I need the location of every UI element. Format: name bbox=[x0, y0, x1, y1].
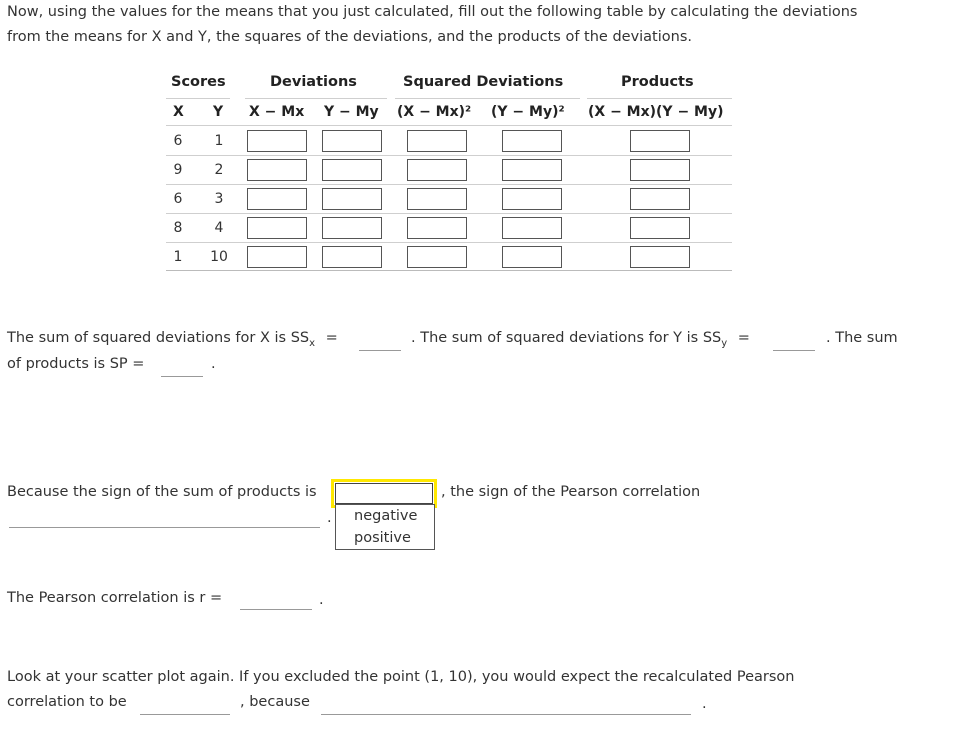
header-bottom-rule bbox=[166, 125, 732, 126]
row-divider bbox=[166, 213, 732, 214]
header-divider-squared bbox=[395, 98, 580, 99]
ssx-label bbox=[7, 330, 338, 349]
ssx-answer-blank[interactable] bbox=[359, 350, 401, 351]
instructions-text bbox=[7, 0, 937, 50]
sign-dropdown-menu bbox=[335, 504, 435, 550]
cell-y: 2 bbox=[214, 162, 224, 178]
col-header-x-dev-squared: (X − Mx)² bbox=[397, 104, 472, 120]
ssy-subscript: y bbox=[721, 337, 728, 349]
x-squared-deviation-input[interactable] bbox=[407, 188, 467, 210]
cell-y: 1 bbox=[214, 133, 224, 149]
cell-x: 1 bbox=[173, 249, 183, 265]
x-deviation-input[interactable] bbox=[247, 246, 307, 268]
header-divider-deviations bbox=[245, 98, 387, 99]
header-divider-products bbox=[587, 98, 732, 99]
header-divider-scores bbox=[166, 98, 230, 99]
col-header-y-dev-squared: (Y − My)² bbox=[491, 104, 565, 120]
pearson-r-blank[interactable] bbox=[240, 609, 312, 610]
x-deviation-input[interactable] bbox=[247, 130, 307, 152]
reason-blank[interactable] bbox=[321, 714, 691, 715]
x-deviation-input[interactable] bbox=[247, 188, 307, 210]
instructions-line-1: Now, using the values for the means that you just calculated, fill out the following table by calculating the deviations bbox=[7, 4, 858, 20]
group-header-squared-deviations: Squared Deviations bbox=[403, 74, 564, 90]
dropdown-option-positive[interactable]: positive bbox=[354, 530, 411, 546]
dropdown-option-negative[interactable]: negative bbox=[354, 508, 418, 524]
sign-intro-text: Because the sign of the sum of products is bbox=[7, 484, 317, 500]
x-deviation-input[interactable] bbox=[247, 217, 307, 239]
sum-continued-text: . The sum bbox=[826, 330, 898, 346]
y-deviation-input[interactable] bbox=[322, 130, 382, 152]
cell-y: 3 bbox=[214, 191, 224, 207]
scatter-period: . bbox=[702, 696, 707, 712]
pearson-period: . bbox=[319, 592, 324, 608]
ssy-text: . The sum of squared deviations for Y is SS bbox=[411, 330, 722, 346]
col-header-x: X bbox=[173, 104, 184, 120]
recalculated-correlation-blank[interactable] bbox=[140, 714, 230, 715]
y-deviation-input[interactable] bbox=[322, 188, 382, 210]
instructions-line-2: from the means for X and Y, the squares of the deviations, and the products of the deviations. bbox=[7, 29, 692, 45]
product-input[interactable] bbox=[630, 130, 690, 152]
cell-y: 10 bbox=[210, 249, 228, 265]
sign-period: . bbox=[327, 510, 332, 526]
col-header-y-dev: Y − My bbox=[324, 104, 379, 120]
ssx-equals: = bbox=[325, 330, 338, 346]
x-squared-deviation-input[interactable] bbox=[407, 130, 467, 152]
sp-period: . bbox=[211, 356, 216, 372]
x-squared-deviation-input[interactable] bbox=[407, 217, 467, 239]
cell-x: 6 bbox=[173, 133, 183, 149]
sign-continued-text: , the sign of the Pearson correlation bbox=[441, 484, 701, 500]
y-squared-deviation-input[interactable] bbox=[502, 217, 562, 239]
y-squared-deviation-input[interactable] bbox=[502, 246, 562, 268]
product-input[interactable] bbox=[630, 246, 690, 268]
row-divider bbox=[166, 155, 732, 156]
sign-select-field[interactable] bbox=[335, 483, 433, 504]
x-deviation-input[interactable] bbox=[247, 159, 307, 181]
product-input[interactable] bbox=[630, 159, 690, 181]
group-header-scores: Scores bbox=[171, 74, 226, 90]
pearson-label: The Pearson correlation is r = bbox=[7, 590, 223, 606]
row-divider bbox=[166, 242, 732, 243]
cell-x: 6 bbox=[173, 191, 183, 207]
cell-x: 9 bbox=[173, 162, 183, 178]
sp-answer-blank[interactable] bbox=[161, 376, 203, 377]
cell-y: 4 bbox=[214, 220, 224, 236]
scatter-question-line-2: correlation to be bbox=[7, 694, 127, 710]
because-text: , because bbox=[240, 694, 310, 710]
correlation-sign-blank[interactable] bbox=[9, 527, 320, 528]
row-divider bbox=[166, 184, 732, 185]
y-deviation-input[interactable] bbox=[322, 159, 382, 181]
ssy-answer-blank[interactable] bbox=[773, 350, 815, 351]
scatter-question-line-1: Look at your scatter plot again. If you excluded the point (1, 10), you would expect the recalculated Pearson bbox=[7, 669, 795, 685]
y-squared-deviation-input[interactable] bbox=[502, 159, 562, 181]
ssx-subscript: x bbox=[309, 337, 316, 349]
product-input[interactable] bbox=[630, 188, 690, 210]
group-header-products: Products bbox=[621, 74, 694, 90]
group-header-deviations: Deviations bbox=[270, 74, 357, 90]
ssx-text: The sum of squared deviations for X is SS bbox=[7, 330, 310, 346]
product-input[interactable] bbox=[630, 217, 690, 239]
col-header-y: Y bbox=[213, 104, 224, 120]
ssy-equals: = bbox=[737, 330, 750, 346]
y-deviation-input[interactable] bbox=[322, 217, 382, 239]
ssy-label bbox=[411, 330, 750, 349]
x-squared-deviation-input[interactable] bbox=[407, 246, 467, 268]
table-bottom-rule bbox=[166, 270, 732, 271]
cell-x: 8 bbox=[173, 220, 183, 236]
x-squared-deviation-input[interactable] bbox=[407, 159, 467, 181]
y-squared-deviation-input[interactable] bbox=[502, 130, 562, 152]
sp-label: of products is SP = bbox=[7, 356, 145, 372]
y-deviation-input[interactable] bbox=[322, 246, 382, 268]
col-header-products: (X − Mx)(Y − My) bbox=[588, 104, 724, 120]
col-header-x-dev: X − Mx bbox=[249, 104, 305, 120]
y-squared-deviation-input[interactable] bbox=[502, 188, 562, 210]
